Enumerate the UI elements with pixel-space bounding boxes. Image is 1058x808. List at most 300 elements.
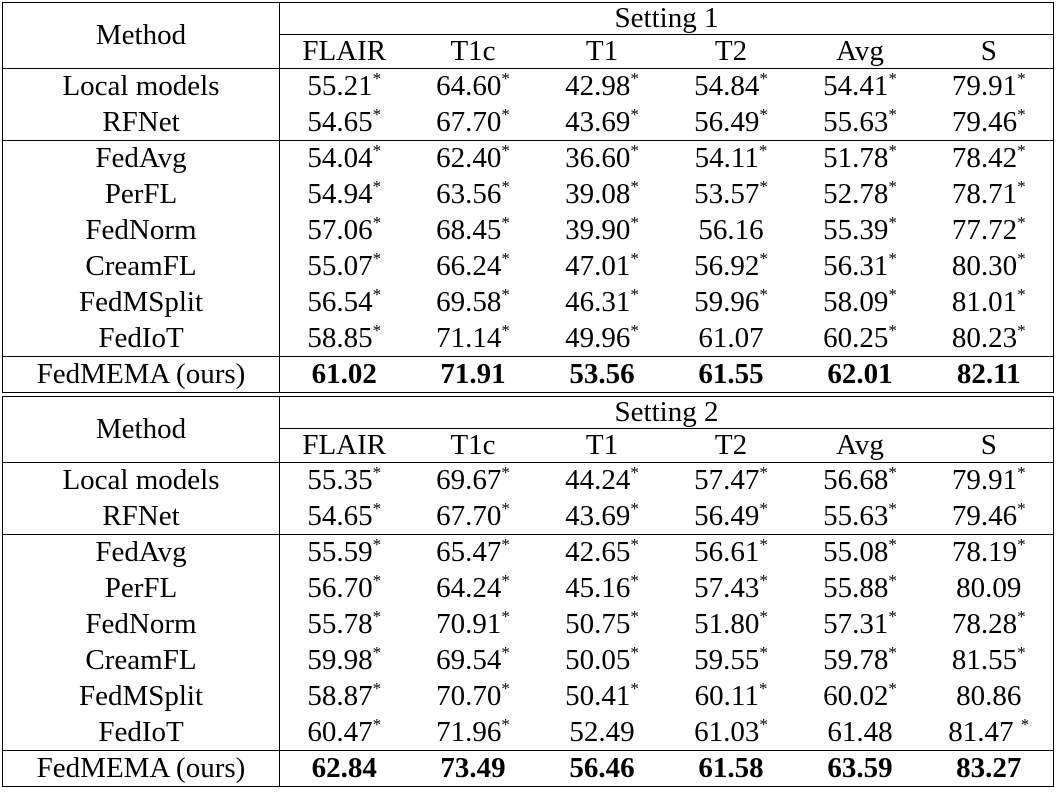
value-cell [538,321,667,357]
value-cell [409,105,538,141]
value-text: 51.80 [694,608,760,640]
value-cell [925,285,1054,321]
value-text: 78.19 [951,536,1018,569]
value-cell [280,249,409,285]
value-cell [409,249,538,285]
value-cell [925,679,1054,715]
value-cell [667,177,796,213]
significance-marker: * [372,679,382,698]
value-text: 55.07 [307,250,373,282]
value-cell [280,177,409,213]
value-text: 56.54 [307,286,373,318]
significance-marker: * [630,69,639,89]
significance-marker: * [372,463,382,483]
value-text: 79.46 [951,105,1018,138]
table-row [3,321,1054,357]
value-cell [796,463,925,499]
column-header: T1c [450,35,496,67]
significance-marker: * [759,571,768,590]
significance-marker: * [372,249,382,268]
value-cell [280,715,409,751]
value-text: 64.60 [436,70,502,103]
value-text: 56.49 [694,499,760,532]
value-text: 70.70 [436,680,502,712]
value-cell [925,249,1054,285]
significance-marker: * [372,643,382,662]
value-text: 59.55 [694,644,760,676]
significance-marker: * [759,535,768,555]
value-cell [280,463,409,499]
value-cell [667,141,796,177]
significance-marker: * [759,643,768,662]
value-cell [280,141,409,177]
value-cell [667,285,796,321]
value-text: 56.46 [569,752,635,784]
value-text: 45.16 [565,572,631,604]
significance-marker: * [888,679,897,698]
method-cell: FedIoT [3,715,280,751]
value-cell [667,535,796,571]
value-cell [280,213,409,249]
significance-marker: * [501,104,510,124]
value-cell [409,141,538,177]
value-text: 42.98 [565,70,631,103]
significance-marker: * [1017,498,1026,518]
setting-header: Setting 2 [280,397,1054,429]
value-text: 57.47 [694,464,760,497]
value-text: 69.58 [436,286,502,318]
value-cell [409,571,538,607]
value-text: 61.58 [698,752,764,784]
value-text: 39.08 [565,178,631,210]
significance-marker: * [630,535,639,555]
column-header: Avg [836,429,884,461]
value-cell [280,69,409,105]
significance-marker: * [501,463,510,483]
value-text: 55.21 [307,70,373,103]
value-text: 43.69 [565,105,631,138]
significance-marker: * [501,320,510,340]
value-text: 56.16 [698,214,764,246]
column-header: Avg [836,35,884,67]
table-row [3,213,1054,249]
value-text: 78.28 [951,608,1018,640]
value-text: 44.24 [565,464,631,497]
method-cell: FedMSplit [3,679,280,715]
method-cell: FedAvg [3,535,280,571]
setting-2-table-block [2,396,1054,787]
value-text: 43.69 [565,499,631,532]
method-cell: FedIoT [3,321,280,357]
significance-marker: * [1017,535,1026,555]
value-text: 55.88 [823,572,889,604]
value-text: 68.45 [436,214,502,246]
value-cell [280,679,409,715]
significance-marker: * [372,498,382,518]
value-cell [796,321,925,357]
value-cell [796,213,925,249]
significance-marker: * [501,498,510,518]
significance-marker: * [888,213,897,232]
value-text: 60.47 [307,715,373,748]
significance-marker: * [888,463,897,483]
significance-marker: * [888,535,897,555]
significance-marker: * [1017,213,1026,232]
value-text: 56.70 [307,572,373,604]
value-cell [538,69,667,105]
significance-marker: * [888,249,897,268]
value-text: 42.65 [565,536,631,569]
results-table [2,396,1054,787]
value-text: 54.84 [694,70,760,103]
significance-marker: * [888,320,897,340]
value-text: 69.67 [436,464,502,497]
table-row [3,177,1054,213]
value-cell [409,535,538,571]
significance-marker: * [501,607,510,626]
significance-marker: * [630,463,639,483]
value-text: 81.47 [948,715,1021,748]
significance-marker: * [759,714,768,734]
significance-marker: * [888,498,897,518]
value-cell [538,105,667,141]
method-cell: RFNet [3,499,280,535]
significance-marker: * [1017,607,1026,626]
value-cell [538,535,667,571]
value-text: 69.54 [436,644,502,676]
value-cell [538,285,667,321]
value-text: 61.02 [311,358,377,390]
table-row [3,105,1054,141]
value-cell [280,105,409,141]
value-text: 60.02 [823,680,889,712]
value-text: 67.70 [436,105,502,138]
value-cell [925,177,1054,213]
value-text: 50.05 [565,644,631,676]
value-cell [667,715,796,751]
significance-marker: * [630,679,639,698]
significance-marker: * [759,249,768,268]
value-cell [667,499,796,535]
table-row [3,751,1054,787]
table-row [3,679,1054,715]
value-text: 54.94 [307,178,373,210]
value-text: 60.11 [694,680,759,712]
significance-marker: * [630,320,639,340]
value-text: 71.91 [440,358,506,390]
value-text: 55.35 [307,464,373,497]
value-text: 56.31 [823,250,889,282]
method-cell: FedAvg [3,141,280,177]
value-text: 46.31 [565,286,631,318]
value-text: 59.78 [823,644,889,676]
value-text: 61.55 [698,358,764,390]
significance-marker: * [372,714,382,734]
value-text: 54.04 [307,142,373,175]
method-cell: FedNorm [3,607,280,643]
column-header: T2 [714,35,748,67]
value-cell [796,607,925,643]
value-text: 56.68 [823,464,889,497]
results-table-sheet [2,2,1054,804]
value-text: 56.49 [694,105,760,138]
method-cell: FedMSplit [3,285,280,321]
significance-marker: * [888,69,897,89]
method-cell: FedMEMA (ours) [3,751,280,787]
significance-marker: * [888,607,897,626]
value-text: 54.65 [307,105,373,138]
significance-marker: * [888,177,897,196]
significance-marker: * [372,607,382,626]
column-header: S [925,429,1054,463]
value-cell [796,105,925,141]
significance-marker: * [630,104,639,124]
value-cell [538,249,667,285]
value-cell [538,463,667,499]
table-row [3,141,1054,177]
column-header: T1 [585,429,619,461]
value-cell [280,357,409,393]
value-cell [925,463,1054,499]
value-cell [667,571,796,607]
value-cell [925,69,1054,105]
column-header: FLAIR [302,35,387,67]
value-cell [538,751,667,787]
value-cell [925,141,1054,177]
column-header: T1c [450,429,496,461]
significance-marker: * [888,571,897,590]
value-text: 53.57 [694,178,760,210]
value-text: 65.47 [436,536,502,569]
value-cell [796,285,925,321]
value-cell [667,105,796,141]
value-cell [280,643,409,679]
value-cell [667,679,796,715]
value-text: 55.39 [823,214,889,246]
significance-marker: * [630,571,639,590]
value-text: 71.14 [436,321,502,354]
significance-marker: * [1017,643,1026,662]
value-cell [925,213,1054,249]
value-cell [796,249,925,285]
table-row [3,249,1054,285]
value-text: 59.96 [694,286,760,318]
table-row [3,285,1054,321]
value-cell [280,499,409,535]
value-text: 80.23 [951,321,1018,354]
significance-marker: * [372,69,382,89]
significance-marker: * [501,177,510,196]
value-text: 78.42 [951,142,1018,175]
significance-marker: * [372,104,382,124]
method-cell: CreamFL [3,643,280,679]
value-cell [409,177,538,213]
table-row [3,607,1054,643]
value-cell [667,463,796,499]
value-cell [409,499,538,535]
method-cell: CreamFL [3,249,280,285]
significance-marker: * [372,285,382,304]
value-cell [409,285,538,321]
value-text: 55.08 [823,536,889,569]
significance-marker: * [759,498,768,518]
significance-marker: * [501,141,510,161]
significance-marker: * [1017,285,1026,304]
value-text: 61.48 [827,715,893,748]
table-row [3,69,1054,105]
value-cell [538,141,667,177]
significance-marker: * [1017,104,1026,124]
significance-marker: * [501,643,510,662]
value-text: 58.85 [307,321,373,354]
value-cell [280,607,409,643]
table-header-row [3,3,1054,35]
value-text: 61.07 [698,321,764,354]
value-text: 79.46 [951,499,1018,532]
value-cell [409,679,538,715]
value-cell [409,715,538,751]
method-cell: FedMEMA (ours) [3,357,280,393]
value-text: 49.96 [565,321,631,354]
value-cell [667,357,796,393]
value-text: 62.40 [436,142,502,175]
value-text: 53.56 [569,358,635,390]
significance-marker: * [759,69,768,89]
method-cell: Local models [3,69,280,105]
significance-marker: * [501,535,510,555]
value-text: 55.59 [307,536,373,569]
significance-marker: * [372,213,382,232]
value-text: 55.63 [823,499,889,532]
significance-marker: * [630,643,639,662]
value-text: 66.24 [436,250,502,282]
value-text: 81.55 [951,644,1018,676]
significance-marker: * [501,714,510,734]
value-cell [280,571,409,607]
significance-marker: * [888,643,897,662]
table-row [3,463,1054,499]
value-cell [796,643,925,679]
significance-marker: * [759,177,768,196]
significance-marker: * [630,213,639,232]
value-cell [796,177,925,213]
value-text: 62.84 [311,752,377,784]
significance-marker: * [501,285,510,304]
value-cell [925,357,1054,393]
column-header: FLAIR [302,429,387,461]
method-cell: PerFL [3,177,280,213]
value-cell [667,249,796,285]
value-cell [667,69,796,105]
significance-marker: * [501,69,510,89]
value-cell [280,285,409,321]
significance-marker: * [630,285,639,304]
significance-marker: * [1017,177,1026,196]
value-cell [409,357,538,393]
significance-marker: * [372,141,382,161]
value-text: 57.06 [307,214,373,246]
value-text: 80.09 [956,572,1022,604]
value-cell [538,607,667,643]
value-text: 54.11 [694,142,759,175]
significance-marker: * [501,679,510,698]
significance-marker: * [759,285,768,304]
value-text: 39.90 [565,214,631,246]
significance-marker: * [501,571,510,590]
value-text: 63.59 [827,752,893,784]
significance-marker: * [888,285,897,304]
value-text: 59.98 [307,644,373,676]
value-cell [538,643,667,679]
value-cell [925,571,1054,607]
setting-1-table-block [2,2,1054,393]
value-cell [409,751,538,787]
column-header: T2 [714,429,748,461]
value-text: 80.30 [951,250,1018,282]
method-cell: RFNet [3,105,280,141]
value-cell [796,535,925,571]
column-header: S [925,35,1054,69]
value-text: 70.91 [436,608,502,640]
value-cell [280,535,409,571]
significance-marker: * [372,177,382,196]
value-text: 55.78 [307,608,373,640]
value-text: 58.87 [307,680,373,712]
value-text: 82.11 [956,358,1021,390]
value-cell [925,535,1054,571]
value-text: 57.31 [823,608,889,640]
significance-marker: * [1017,69,1026,89]
value-cell [667,607,796,643]
table-row [3,535,1054,571]
value-cell [538,679,667,715]
value-text: 50.41 [565,680,631,712]
value-cell [796,69,925,105]
value-text: 54.65 [307,499,373,532]
value-cell [538,499,667,535]
value-cell [925,105,1054,141]
value-cell [409,463,538,499]
value-cell [925,499,1054,535]
significance-marker: * [1017,249,1026,268]
significance-marker: * [759,104,768,124]
value-text: 67.70 [436,499,502,532]
table-row [3,643,1054,679]
value-text: 64.24 [436,572,502,604]
method-column-header: Method [3,3,280,69]
value-text: 54.41 [823,70,889,103]
value-text: 58.09 [823,286,889,318]
value-cell [925,321,1054,357]
method-cell: PerFL [3,571,280,607]
significance-marker: * [1017,463,1026,483]
value-cell [796,357,925,393]
significance-marker: * [888,104,897,124]
value-cell [538,715,667,751]
value-cell [925,715,1054,751]
value-text: 83.27 [956,752,1022,784]
value-text: 52.49 [569,715,635,748]
significance-marker: * [1020,714,1030,734]
column-header: T1 [585,35,619,67]
significance-marker: * [372,320,382,340]
value-cell [409,69,538,105]
value-cell [796,499,925,535]
value-cell [925,751,1054,787]
method-column-header: Method [3,397,280,463]
value-text: 56.92 [694,250,760,282]
value-text: 79.91 [951,464,1018,497]
